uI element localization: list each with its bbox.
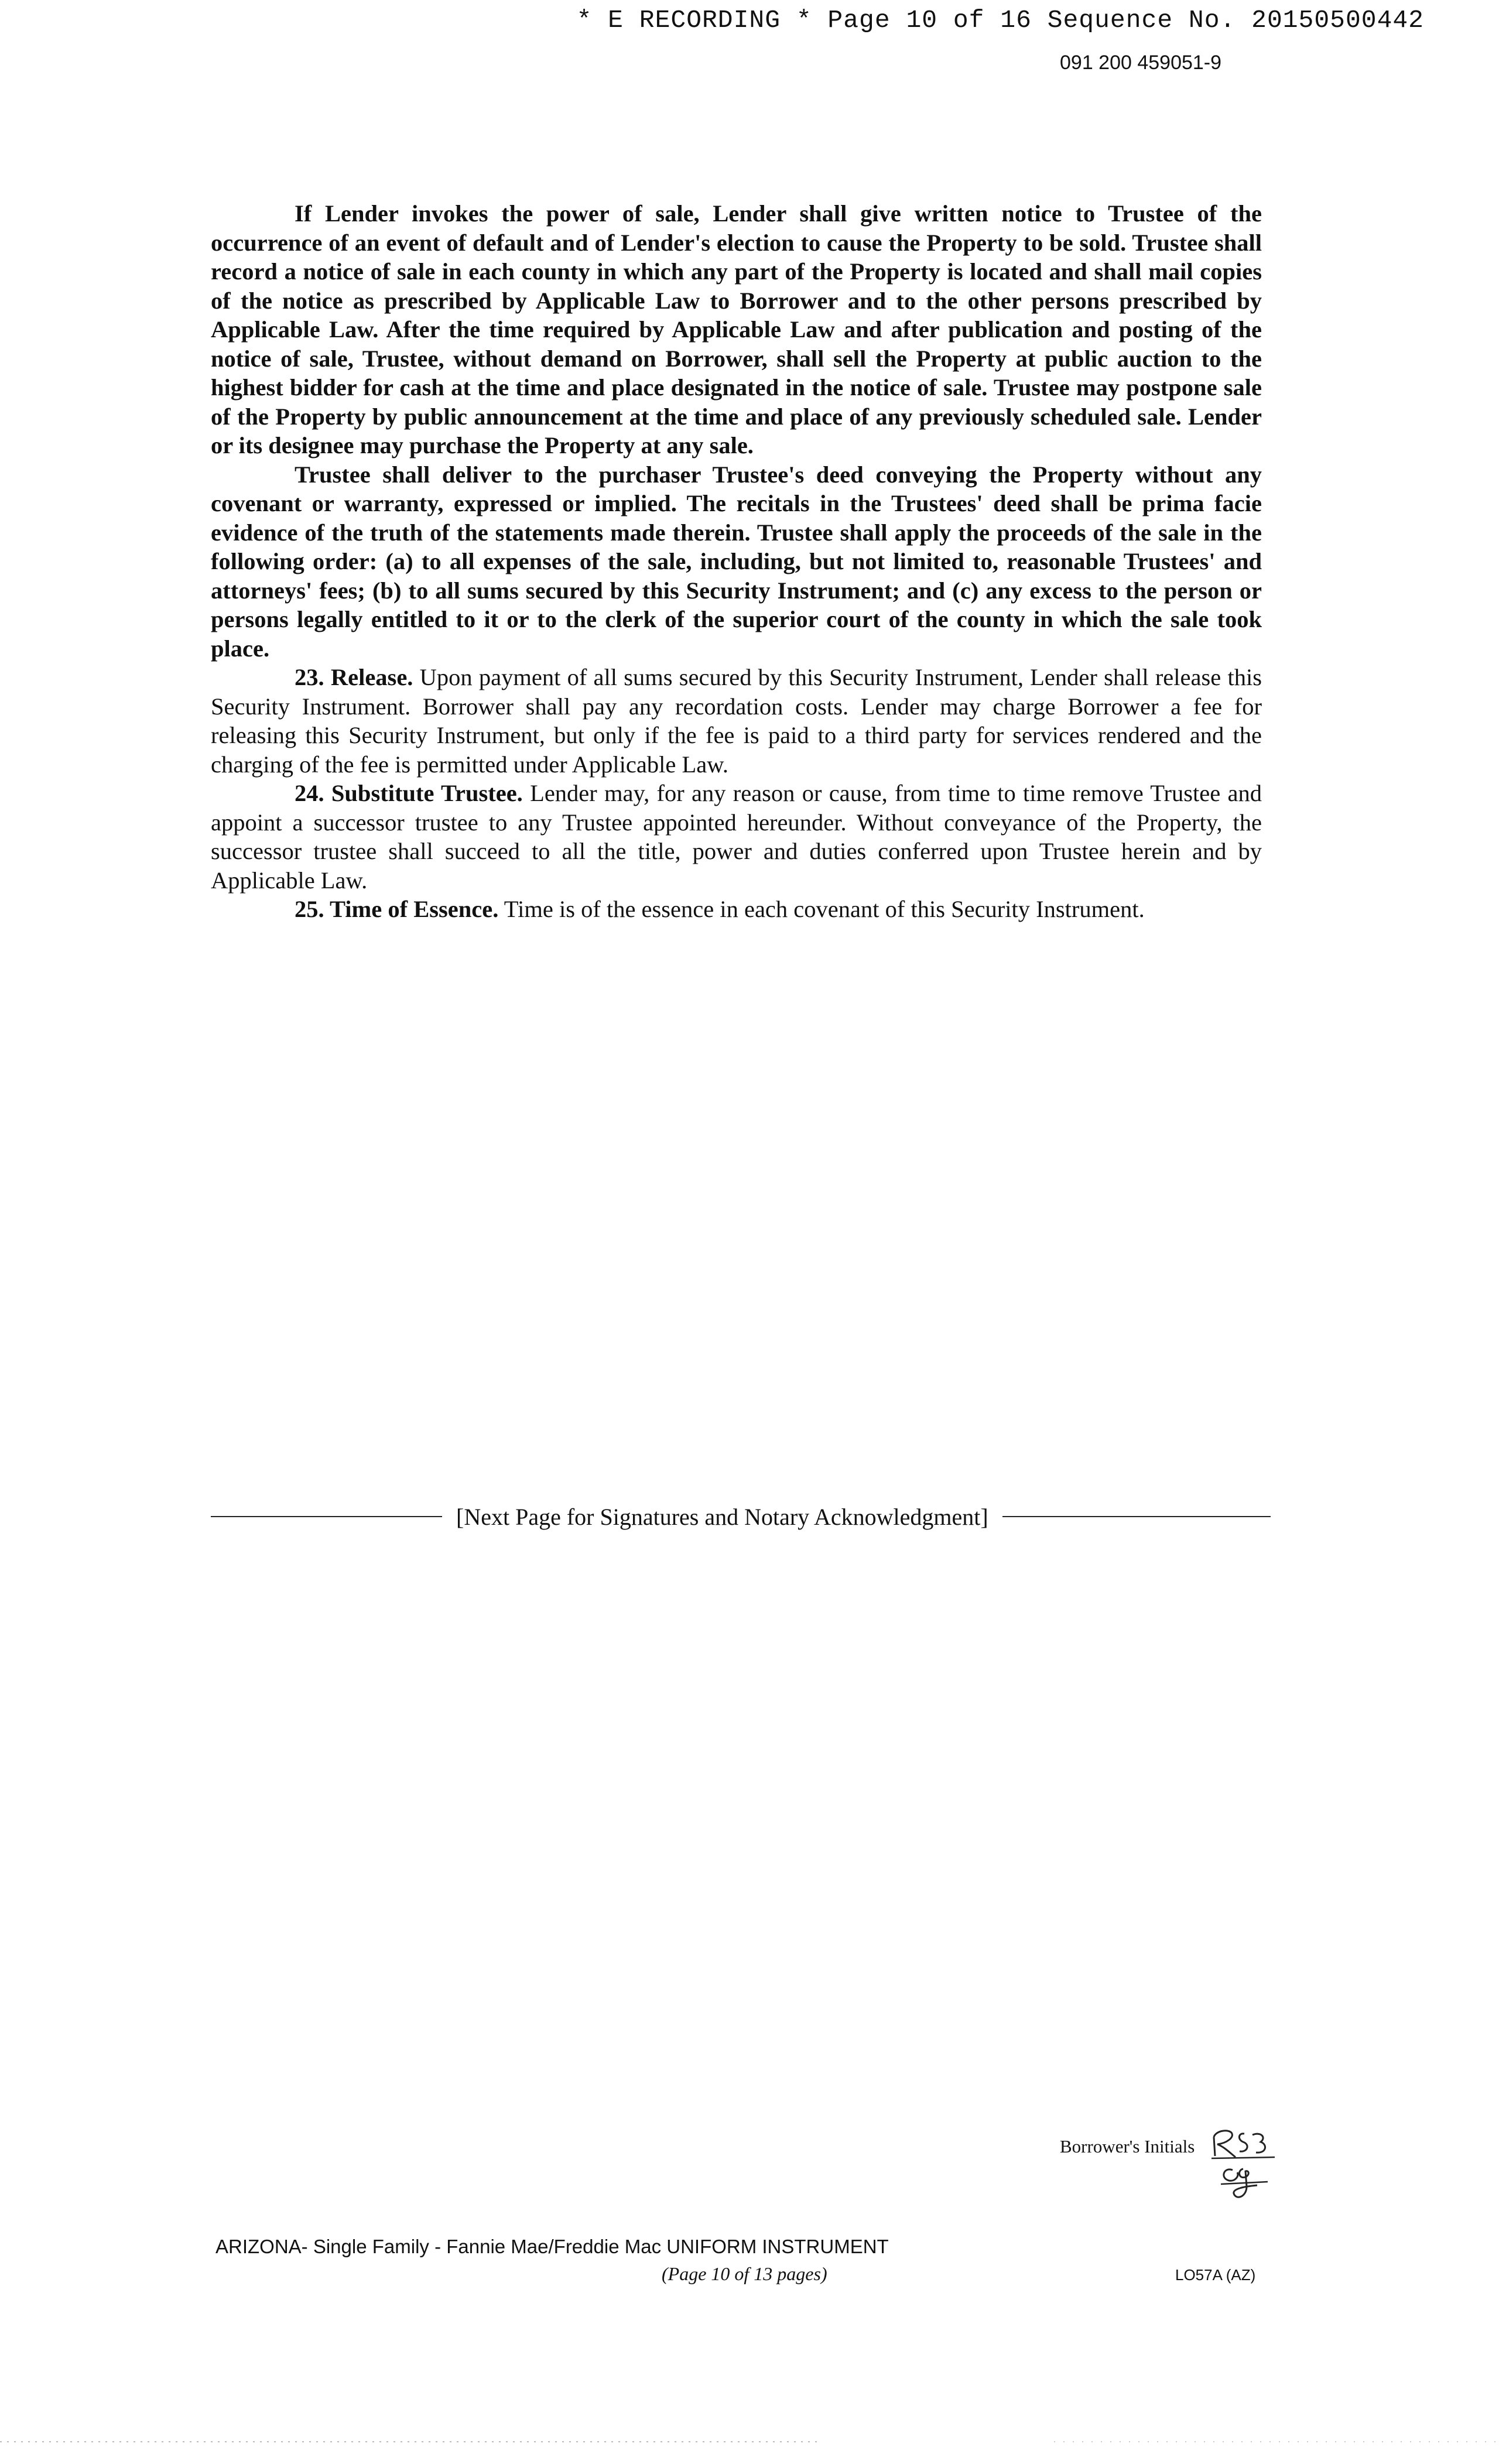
section-24-text: Lender may, for any reason or cause, from time to time remove Trustee and appoint a successor trustee to any Trustee appointed hereunder. Without conveyance of the Property, the successor trustee shall succeed to all the title, power and duties conferred upon Trustee herein and by Applicable Law.: [211, 780, 1262, 894]
trustee-deed-paragraph: Trustee shall deliver to the purchaser Trustee's deed conveying the Property without any covenant or warranty, expressed or implied. The recitals in the Trustees' deed shall be prima facie evidence of the truth of the statements made therein. Trustee shall apply the proceeds of the sale in the following order: (a) to all expenses of the sale, including, but not limited to, reasonable Trustees' and attorneys' fees; (b) to all sums secured by this Security Instrument; and (c) any excess to the person or persons legally entitled to it or to the clerk of the superior court of the county in which the sale took place.: [211, 461, 1262, 662]
section-23-release: [211, 663, 1262, 779]
loan-number: 091 200 459051-9: [1060, 52, 1222, 74]
next-page-note: [Next Page for Signatures and Notary Acknowledgment]: [456, 1503, 988, 1530]
borrower-initials-block: [1060, 2126, 1282, 2213]
footer-form-title: ARIZONA- Single Family - Fannie Mae/Freddie Mac UNIFORM INSTRUMENT: [215, 2236, 889, 2257]
section-24-substitute-trustee: [211, 779, 1262, 895]
footer-page-indicator: (Page 10 of 13 pages): [662, 2263, 827, 2284]
document-body: [211, 199, 1262, 924]
section-25-heading: 25. Time of Essence.: [295, 896, 499, 922]
next-page-divider: [211, 1499, 1271, 1534]
divider-rule-right: [1002, 1516, 1271, 1517]
footer-form-code: LO57A (AZ): [1175, 2266, 1256, 2284]
recording-header: * E RECORDING * Page 10 of 16 Sequence No. 20150500442: [576, 6, 1424, 35]
borrower-initials-label: Borrower's Initials: [1060, 2136, 1195, 2157]
section-24-heading: 24. Substitute Trustee.: [295, 780, 523, 806]
power-of-sale-paragraph: If Lender invokes the power of sale, Lender shall give written notice to Trustee of the occurrence of an event of default and of Lender's election to cause the Property to be sold. Trustee shall record a notice of sale in each county in which any part of the Property is located and shall mail copies of the notice as prescribed by Applicable Law to Borrower and to the other persons prescribed by Applicable Law. After the time required by Applicable Law and after publication and posting of the notice of sale, Trustee, without demand on Borrower, shall sell the Property at public auction to the highest bidder for cash at the time and place designated in the notice of sale. Trustee may postpone sale of the Property by public announcement at the time and place of any previously scheduled sale. Lender or its designee may purchase the Property at any sale.: [211, 200, 1262, 458]
scan-noise-strip: [0, 2430, 1499, 2453]
section-25-text: Time is of the essence in each covenant of this Security Instrument.: [498, 896, 1145, 922]
section-23-heading: 23. Release.: [295, 664, 413, 690]
divider-rule-left: [211, 1516, 442, 1517]
section-23-text: Upon payment of all sums secured by this Security Instrument, Lender shall release this Security Instrument. Borrower shall pay any recordation costs. Lender may charge Borrower a fee for releasing this Security Instrument, but only if the fee is paid to a third party for services rendered and the charging of the fee is permitted under Applicable Law.: [211, 664, 1262, 778]
section-25-time-of-essence: [211, 895, 1262, 924]
handwritten-initials-signature: [1209, 2126, 1279, 2213]
